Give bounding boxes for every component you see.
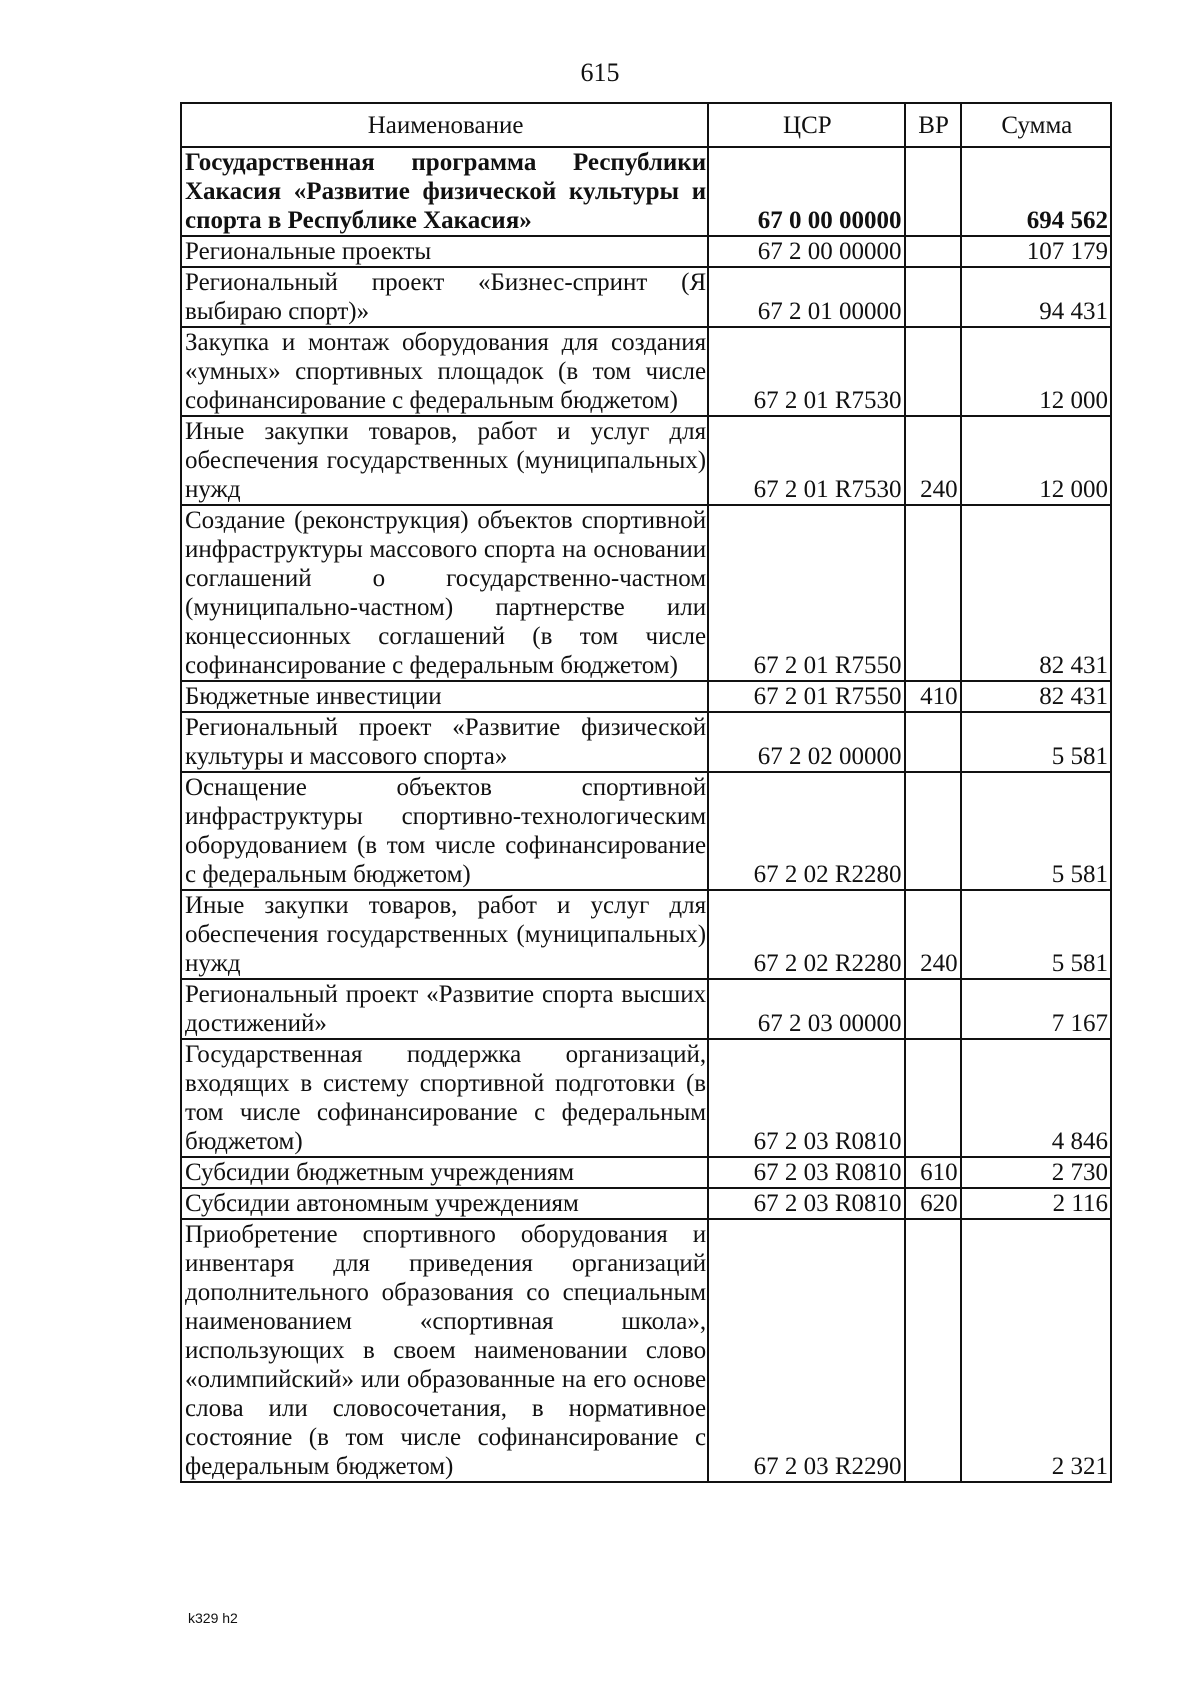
row-vr-cell bbox=[905, 505, 961, 681]
row-name-cell: Создание (реконструкция) объектов спортивной инфраструктуры массового спорта на основании соглашений о государственно-частном (муниципально-частном) партнерстве или концессионных соглашений (в том числе софинансирование с федеральным бюджетом) bbox=[181, 505, 708, 681]
table-row bbox=[181, 1219, 1111, 1482]
table-row bbox=[181, 712, 1111, 772]
row-sum-cell: 7 167 bbox=[961, 979, 1111, 1039]
row-csr-cell: 67 2 03 R0810 bbox=[708, 1157, 904, 1188]
row-vr-cell bbox=[905, 979, 961, 1039]
row-csr-cell: 67 2 03 R2290 bbox=[708, 1219, 904, 1482]
row-vr-cell: 610 bbox=[905, 1157, 961, 1188]
row-csr-cell: 67 2 03 R0810 bbox=[708, 1039, 904, 1157]
table-row bbox=[181, 1157, 1111, 1188]
row-name-cell: Государственная программа Республики Хакасия «Развитие физической культуры и спорта в Республике Хакасия» bbox=[181, 147, 708, 236]
table-header-row bbox=[181, 103, 1111, 147]
row-csr-cell: 67 2 01 R7550 bbox=[708, 681, 904, 712]
row-sum-cell: 2 116 bbox=[961, 1188, 1111, 1219]
table-row bbox=[181, 267, 1111, 327]
header-name: Наименование bbox=[181, 103, 708, 147]
row-vr-cell: 240 bbox=[905, 416, 961, 505]
table-row bbox=[181, 327, 1111, 416]
row-sum-cell: 82 431 bbox=[961, 681, 1111, 712]
row-vr-cell bbox=[905, 267, 961, 327]
table-row bbox=[181, 979, 1111, 1039]
row-name-cell: Иные закупки товаров, работ и услуг для обеспечения государственных (муниципальных) нужд bbox=[181, 890, 708, 979]
row-vr-cell bbox=[905, 772, 961, 890]
row-sum-cell: 694 562 bbox=[961, 147, 1111, 236]
table-row bbox=[181, 1188, 1111, 1219]
row-csr-cell: 67 2 01 R7530 bbox=[708, 327, 904, 416]
row-vr-cell bbox=[905, 327, 961, 416]
row-csr-cell: 67 2 03 00000 bbox=[708, 979, 904, 1039]
row-vr-cell: 410 bbox=[905, 681, 961, 712]
row-csr-cell: 67 2 02 R2280 bbox=[708, 890, 904, 979]
row-csr-cell: 67 2 00 00000 bbox=[708, 236, 904, 267]
row-name-cell: Региональные проекты bbox=[181, 236, 708, 267]
table-row bbox=[181, 416, 1111, 505]
row-csr-cell: 67 0 00 00000 bbox=[708, 147, 904, 236]
row-name-cell: Оснащение объектов спортивной инфраструктуры спортивно-технологическим оборудованием (в том числе софинансирование с федеральным бюджетом) bbox=[181, 772, 708, 890]
row-name-cell: Региональный проект «Бизнес-спринт (Я выбираю спорт)» bbox=[181, 267, 708, 327]
row-name-cell: Субсидии автономным учреждениям bbox=[181, 1188, 708, 1219]
row-csr-cell: 67 2 02 00000 bbox=[708, 712, 904, 772]
row-name-cell: Закупка и монтаж оборудования для создания «умных» спортивных площадок (в том числе софинансирование с федеральным бюджетом) bbox=[181, 327, 708, 416]
row-name-cell: Приобретение спортивного оборудования и инвентаря для приведения организаций дополнительного образования со специальным наименованием «спортивная школа», использующих в своем наименовании слово «олимпийский» или образованные на его основе слова или словосочетания, в нормативное состояние (в том числе софинансирование с федеральным бюджетом) bbox=[181, 1219, 708, 1482]
footer-code: k329 h2 bbox=[188, 1610, 238, 1626]
row-name-cell: Региональный проект «Развитие физической культуры и массового спорта» bbox=[181, 712, 708, 772]
header-sum: Сумма bbox=[961, 103, 1111, 147]
row-name-cell: Региональный проект «Развитие спорта высших достижений» bbox=[181, 979, 708, 1039]
table-row bbox=[181, 147, 1111, 236]
row-vr-cell: 240 bbox=[905, 890, 961, 979]
row-csr-cell: 67 2 01 R7550 bbox=[708, 505, 904, 681]
row-sum-cell: 12 000 bbox=[961, 416, 1111, 505]
table-row bbox=[181, 890, 1111, 979]
table-row bbox=[181, 681, 1111, 712]
table-row bbox=[181, 505, 1111, 681]
row-csr-cell: 67 2 01 00000 bbox=[708, 267, 904, 327]
row-sum-cell: 12 000 bbox=[961, 327, 1111, 416]
row-vr-cell bbox=[905, 1039, 961, 1157]
row-sum-cell: 4 846 bbox=[961, 1039, 1111, 1157]
row-vr-cell bbox=[905, 1219, 961, 1482]
row-csr-cell: 67 2 03 R0810 bbox=[708, 1188, 904, 1219]
table-row bbox=[181, 772, 1111, 890]
row-sum-cell: 82 431 bbox=[961, 505, 1111, 681]
row-name-cell: Государственная поддержка организаций, входящих в систему спортивной подготовки (в том числе софинансирование с федеральным бюджетом) bbox=[181, 1039, 708, 1157]
row-sum-cell: 107 179 bbox=[961, 236, 1111, 267]
row-csr-cell: 67 2 02 R2280 bbox=[708, 772, 904, 890]
row-sum-cell: 94 431 bbox=[961, 267, 1111, 327]
budget-table bbox=[180, 102, 1112, 1483]
row-vr-cell bbox=[905, 147, 961, 236]
table-row bbox=[181, 236, 1111, 267]
row-vr-cell bbox=[905, 712, 961, 772]
row-sum-cell: 2 321 bbox=[961, 1219, 1111, 1482]
header-csr: ЦСР bbox=[708, 103, 904, 147]
row-name-cell: Бюджетные инвестиции bbox=[181, 681, 708, 712]
row-sum-cell: 5 581 bbox=[961, 890, 1111, 979]
page-number: 615 bbox=[580, 58, 620, 87]
row-sum-cell: 2 730 bbox=[961, 1157, 1111, 1188]
row-vr-cell: 620 bbox=[905, 1188, 961, 1219]
table-row bbox=[181, 1039, 1111, 1157]
row-sum-cell: 5 581 bbox=[961, 712, 1111, 772]
table-body bbox=[181, 147, 1111, 1482]
header-vr: ВР bbox=[905, 103, 961, 147]
row-name-cell: Субсидии бюджетным учреждениям bbox=[181, 1157, 708, 1188]
row-vr-cell bbox=[905, 236, 961, 267]
row-csr-cell: 67 2 01 R7530 bbox=[708, 416, 904, 505]
row-name-cell: Иные закупки товаров, работ и услуг для обеспечения государственных (муниципальных) нужд bbox=[181, 416, 708, 505]
row-sum-cell: 5 581 bbox=[961, 772, 1111, 890]
